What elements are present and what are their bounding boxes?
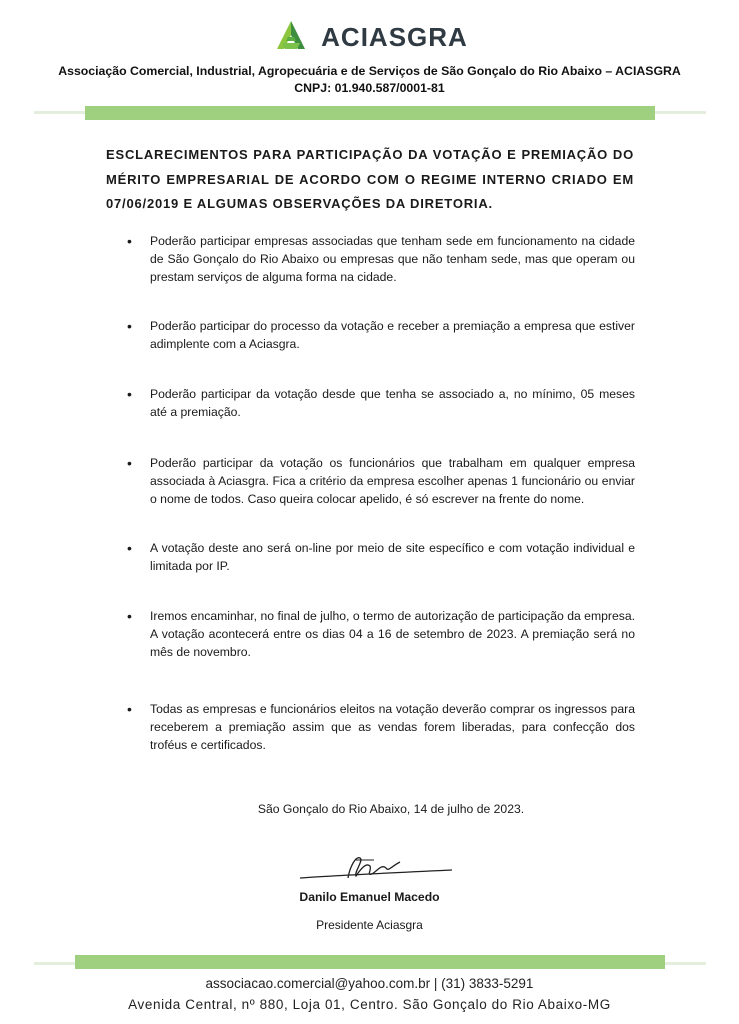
signatory-role: Presidente Aciasgra <box>316 918 423 932</box>
organization-name: Associação Comercial, Industrial, Agropecuária e de Serviços de São Gonçalo do Rio Abaixo – ACIASGRA <box>58 64 681 78</box>
list-item-text: Iremos encaminhar, no final de julho, o termo de autorização de participação da empresa. A votação acontecerá entre os dias 04 a 16 de setembro de 2023. A premiação será no mês de novembro. <box>150 609 635 659</box>
bullet-icon: • <box>127 455 132 471</box>
list-item-text: A votação deste ano será on-line por meio de site específico e com votação individual e limitada por IP. <box>150 541 635 573</box>
list-item <box>127 454 635 508</box>
list-item <box>127 607 635 661</box>
footer-divider <box>75 955 665 969</box>
list-item-text: Poderão participar da votação desde que tenha se associado a, no mínimo, 05 meses até a premiação. <box>150 387 635 419</box>
brand-name: ACIASGRA <box>321 21 468 52</box>
list-item-text: Poderão participar do processo da votação e receber a premiação a empresa que estiver adimplente com a Aciasgra. <box>150 319 635 351</box>
footer-contact: associacao.comercial@yahoo.com.br | (31) 3833-5291 <box>205 976 534 991</box>
list-item <box>127 700 635 754</box>
list-item-text: Poderão participar da votação os funcionários que trabalham em qualquer empresa associada à Aciasgra. Fica a critério da empresa escolher apenas 1 funcionário ou enviar o nome de todos. Caso queira colocar apelido, é só escrever na frente do nome. <box>150 456 635 506</box>
list-item-text: Poderão participar empresas associadas que tenham sede em funcionamento na cidade de São Gonçalo do Rio Abaixo ou empresas que não tenham sede, mas que operam ou prestam serviços de alguma forma na cidade. <box>150 234 635 284</box>
bullet-icon: • <box>127 318 132 334</box>
list-item-text: Todas as empresas e funcionários eleitos na votação deverão comprar os ingressos para receberem a premiação assim que as vendas forem liberadas, para confecção dos troféus e certificados. <box>150 702 635 752</box>
aciasgra-logo-icon <box>271 19 311 55</box>
footer-address: Avenida Central, nº 880, Loja 01, Centro. São Gonçalo do Rio Abaixo-MG <box>128 997 611 1012</box>
header-divider <box>85 106 655 120</box>
bullet-icon: • <box>127 540 132 556</box>
list-item <box>127 317 635 353</box>
list-item <box>127 539 635 575</box>
bullet-icon: • <box>127 701 132 717</box>
signature-icon <box>296 848 456 888</box>
logo <box>0 18 739 56</box>
bullet-icon: • <box>127 386 132 402</box>
date-line: São Gonçalo do Rio Abaixo, 14 de julho de 2023. <box>257 802 525 816</box>
list-item <box>127 385 635 421</box>
signatory-name: Danilo Emanuel Macedo <box>299 890 440 904</box>
document-heading: ESCLARECIMENTOS PARA PARTICIPAÇÃO DA VOTAÇÃO E PREMIAÇÃO DO MÉRITO EMPRESARIAL DE ACORDO COM O REGIME INTERNO CRIADO EM 07/06/2019 E ALGUMAS OBSERVAÇÕES DA DIRETORIA. <box>106 147 634 211</box>
bullet-icon: • <box>127 608 132 624</box>
list-item <box>127 232 635 286</box>
cnpj: CNPJ: 01.940.587/0001-81 <box>294 81 445 95</box>
bullet-icon: • <box>127 233 132 249</box>
